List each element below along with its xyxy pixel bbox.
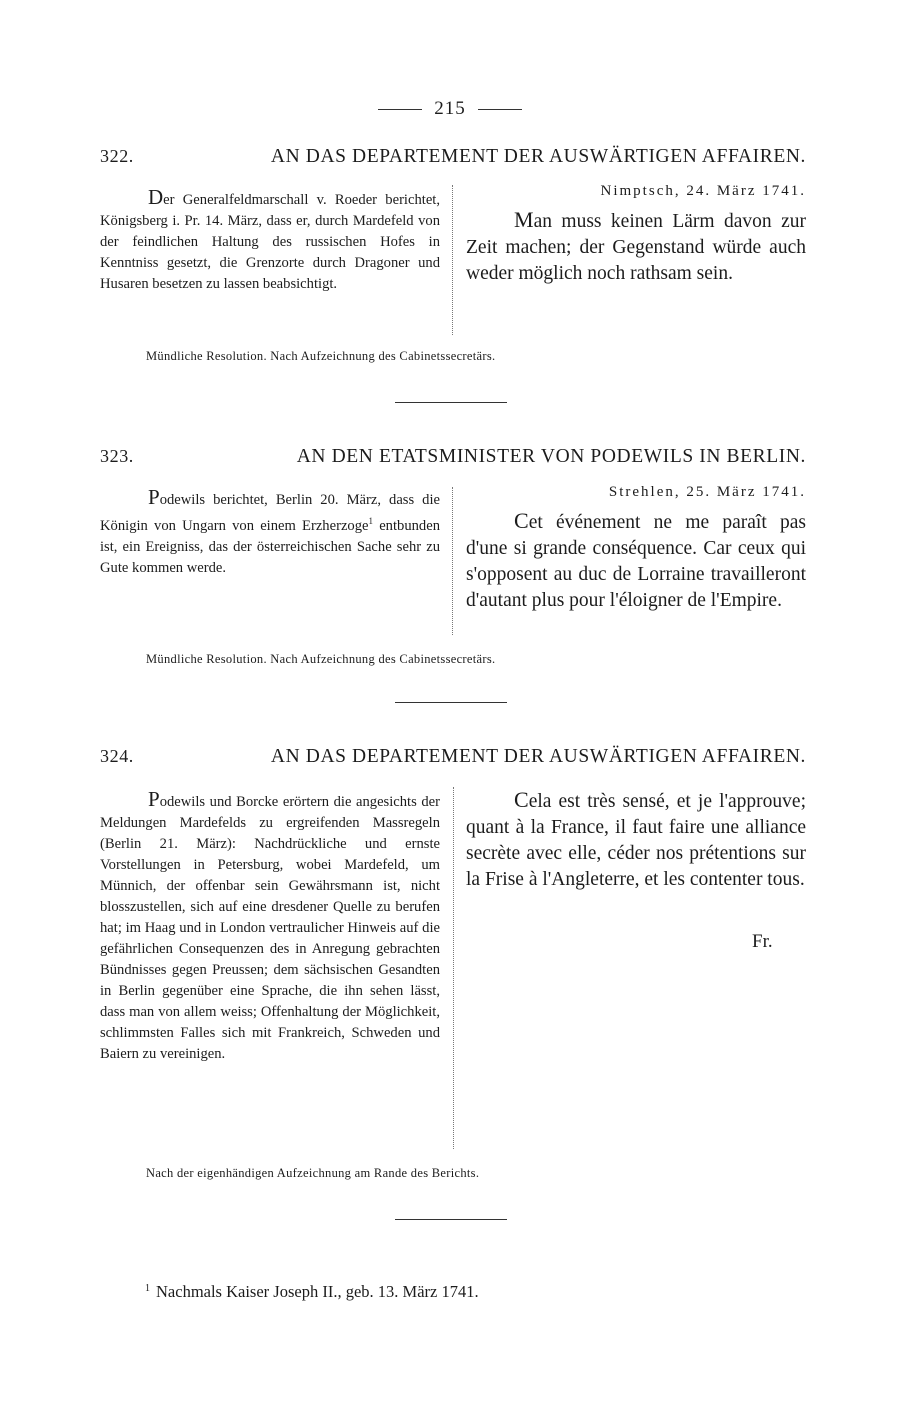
letter-number: 322. <box>100 146 134 166</box>
footnote-marker: 1 <box>145 1282 150 1294</box>
letter-heading: AN DAS DEPARTEMENT DER AUSWÄRTIGEN AFFAIREN. <box>270 746 806 767</box>
section-rule <box>395 402 507 403</box>
letter-323-heading <box>100 446 806 468</box>
letter-heading: AN DEN ETATSMINISTER VON PODEWILS IN BERLIN. <box>296 446 806 467</box>
signature: Fr. <box>752 931 773 952</box>
letter-323-summary: Podewils berichtet, Berlin 20. März, dass die Königin von Ungarn von einem Erzherzoge$^1$ entbunden ist, ein Ereigniss, das der österreichischen Sache sehr zu Gute kommen werde. <box>100 485 440 576</box>
drop-cap: M <box>514 207 534 232</box>
letter-324-reply: Cela est très sensé, et je l'approuve; quant à la France, il faut faire une alliance secrète avec elle, céder nos prétentions sur la Frise à l'Angleterre, et les contenter tous. <box>466 787 806 890</box>
drop-cap: D <box>148 185 164 209</box>
letter-heading: AN DAS DEPARTEMENT DER AUSWÄRTIGEN AFFAIREN. <box>270 146 806 167</box>
column-divider <box>452 487 454 635</box>
drop-cap: C <box>514 508 529 533</box>
page-number-dash-left <box>378 109 422 110</box>
letter-322-summary: Der Generalfeldmarschall v. Roeder berichtet, Königsberg i. Pr. 14. März, dass er, durch Mardefeld von der feindlichen Haltung des russischen Hofes in Kenntniss gesetzt, die Grenzorte durch Dragoner und Husaren besetzen zu lassen beabsichtigt. <box>100 185 440 292</box>
dateline: Nimptsch, 24. März 1741. <box>600 183 806 199</box>
drop-cap: P <box>148 787 160 811</box>
letter-322-heading <box>100 146 806 168</box>
footnote <box>145 1282 479 1302</box>
section-rule <box>395 1219 507 1220</box>
drop-cap: C <box>514 787 529 812</box>
letter-323-reply: Strehlen, 25. März 1741. Cet événement ne me paraît pas d'une si grande conséquence. Car ceux qui s'opposent au duc de Lorraine travailleront d'autant plus pour l'éloigner de l'Empire. <box>466 484 806 611</box>
letter-number: 324. <box>100 746 134 766</box>
letter-324-heading <box>100 746 806 768</box>
letter-324-summary: Podewils und Borcke erörtern die angesichts der Meldungen Mardefelds zu ergreifenden Massregeln (Berlin 21. März): Nachdrückliche und ernste Vorstellungen in Petersburg, wobei Mardefeld, um Münnich, der offenbar sein Gewährsmann ist, nicht blosszustellen, sich auf eine dresdener Quelle zu berufen hat; im Haag und in London vertraulicher Hinweis auf die gefährlichen Consequenzen des in Anregung gebrachten Bündnisses gegen Preussen; dem sächsischen Gesandten in Berlin gegenüber eine Sprache, die ihn sehen lässt, dass man von allem weiss; Offenhaltung der Möglichkeit, schlimmsten Falles sich mit Frankreich, Schweden und Baiern zu vereinigen. <box>100 787 440 1062</box>
page-number-dash-right <box>478 109 522 110</box>
footnote-marker: 1 <box>368 516 373 526</box>
letter-number: 323. <box>100 446 134 466</box>
letter-324-source-note: Nach der eigenhändigen Aufzeichnung am Rande des Berichts. <box>146 1166 480 1180</box>
letter-322-reply: Nimptsch, 24. März 1741. Man muss keinen Lärm davon zur Zeit machen; der Gegenstand würde auch weder möglich noch rathsam sein. <box>466 183 806 284</box>
column-divider <box>453 787 455 1149</box>
drop-cap: P <box>148 485 160 509</box>
letter-322-source-note: Mündliche Resolution. Nach Aufzeichnung des Cabinetssecretärs. <box>146 349 496 363</box>
section-rule <box>395 702 507 703</box>
footnote-text: Nachmals Kaiser Joseph II., geb. 13. März 1741. <box>156 1282 479 1301</box>
column-divider <box>452 185 454 335</box>
dateline: Strehlen, 25. März 1741. <box>608 484 806 500</box>
letter-323-source-note: Mündliche Resolution. Nach Aufzeichnung des Cabinetssecretärs. <box>146 652 496 666</box>
page-number: 215 <box>0 98 900 120</box>
